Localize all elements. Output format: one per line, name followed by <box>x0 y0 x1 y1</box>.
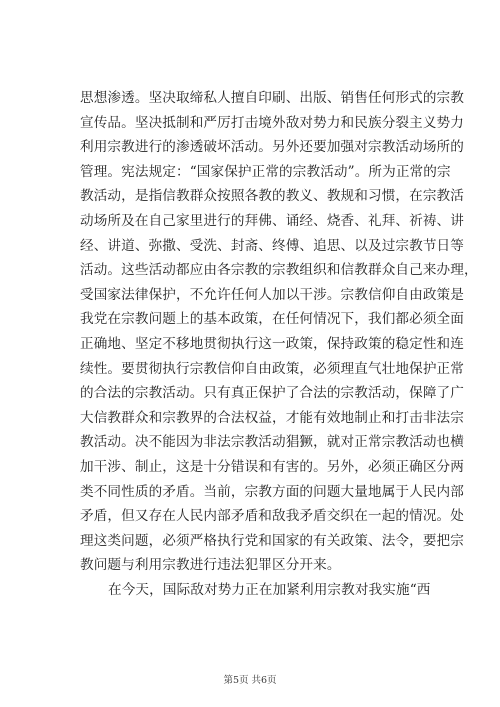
text-line: 管理。宪法规定：“国家保护正常的宗教活动”。所为正常的宗 <box>80 163 451 180</box>
text-line: 我党在宗教问题上的基本政策，在任何情况下，我们都必须全面 <box>80 311 464 328</box>
page-number-footer: 第5页 共6页 <box>223 675 277 686</box>
text-line: 矛盾，但又存在人民内部矛盾和敌我矛盾交织在一起的情况。处 <box>80 508 464 525</box>
text-line: 经、讲道、弥撒、受洗、封斋、终傅、追思、以及过宗教节日等 <box>80 237 464 254</box>
text-line: 活动。这些活动都应由各宗教的宗教组织和信教群众自己来办理， <box>80 262 478 279</box>
text-line: 续性。要贯彻执行宗教信仰自由政策，必须理直气壮地保护正常 <box>80 360 464 377</box>
text-line: 教问题与利用宗教进行违法犯罪区分开来。 <box>80 557 341 574</box>
text-line: 教活动，是指信教群众按照各教的教义、教规和习惯，在宗教活 <box>80 188 464 205</box>
text-line: 思想渗透。坚决取缔私人擅自印刷、出版、销售任何形式的宗教 <box>80 90 464 106</box>
paragraph-start-line: 在今天，国际敌对势力正在加紧利用宗教对我实施“西 <box>108 581 431 598</box>
text-line: 理这类问题，必须严格执行党和国家的有关政策、法令，要把宗 <box>80 532 464 549</box>
text-line: 动场所及在自己家里进行的拜佛、诵经、烧香、礼拜、祈祷、讲 <box>80 212 464 229</box>
text-line: 教活动。决不能因为非法宗教活动猖獗，就对正常宗教活动也横 <box>80 434 464 451</box>
text-line: 正确地、坚定不移地贯彻执行这一政策，保持政策的稳定性和连 <box>80 335 464 352</box>
body-text <box>80 86 478 602</box>
text-line: 受国家法律保护，不允许任何人加以干涉。宗教信仰自由政策是 <box>80 286 464 303</box>
text-line: 利用宗教进行的渗透破坏活动。另外还要加强对宗教活动场所的 <box>80 139 464 156</box>
text-line: 的合法的宗教活动。只有真正保护了合法的宗教活动，保障了广 <box>80 385 464 402</box>
text-line: 宣传品。坚决抵制和严厉打击境外敌对势力和民族分裂主义势力 <box>80 114 464 131</box>
text-line: 大信教群众和宗教界的合法权益，才能有效地制止和打击非法宗 <box>80 409 464 426</box>
text-line: 加干涉、制止，这是十分错误和有害的。另外，必须正确区分两 <box>80 458 464 475</box>
text-line: 类不同性质的矛盾。当前，宗教方面的问题大量地属于人民内部 <box>80 483 464 500</box>
